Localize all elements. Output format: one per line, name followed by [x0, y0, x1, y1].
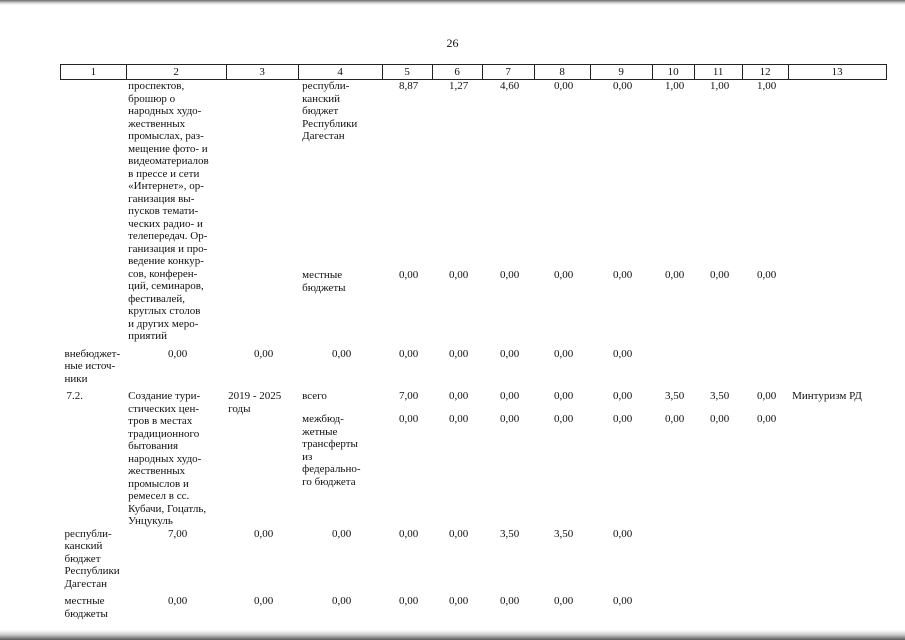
item-name-line: традиционного [128, 427, 200, 440]
funding-source-line: бюджет [302, 105, 339, 117]
row-spacer [61, 620, 887, 625]
amount-cell [694, 390, 742, 408]
amount-cell [590, 390, 652, 408]
table-body [61, 80, 887, 626]
funding-source-line: бюджеты [64, 607, 108, 620]
amount-value: 7,00 [168, 527, 188, 540]
amount-value: 1,00 [710, 80, 730, 92]
amount-cell [382, 269, 432, 342]
funding-source-cell [61, 348, 127, 386]
amount-value: 0,00 [757, 413, 777, 426]
amount-value: 0,00 [254, 595, 274, 607]
amount-cell [590, 80, 652, 265]
executor: Минтуризм РД [792, 390, 862, 402]
funding-source-line: республи- [302, 80, 350, 92]
amount-cell [382, 390, 432, 408]
item-name-cell [126, 80, 226, 343]
amount-cell [432, 528, 482, 591]
funding-source-cell [61, 595, 127, 620]
amount-cell [382, 413, 432, 522]
column-number-row [61, 65, 887, 80]
amount-value: 0,00 [399, 527, 419, 540]
amount-cell [482, 390, 534, 408]
funding-source-line: ные источ- [64, 360, 116, 372]
table-row [61, 390, 887, 408]
amount-cell [226, 595, 298, 620]
executor-cell [788, 413, 886, 522]
item-name-line: ремесел в сс. [128, 490, 190, 502]
column-number: 5 [382, 65, 432, 80]
amount-value: 3,50 [710, 390, 730, 402]
amount-value: 0,00 [757, 269, 777, 282]
funding-source-line: местные [64, 595, 105, 607]
executor-cell [652, 595, 694, 620]
funding-source-cell [298, 269, 382, 342]
amount-value: 0,00 [710, 413, 730, 426]
amount-value: 1,27 [449, 80, 469, 92]
amount-cell [482, 269, 534, 342]
executor-cell [788, 80, 886, 265]
amount-value: 0,00 [757, 390, 777, 402]
amount-value: 0,00 [399, 269, 419, 282]
amount-cell [126, 595, 226, 620]
item-name-line: ганизация и про- [128, 242, 208, 255]
period-line: годы [228, 402, 251, 415]
period-cell [226, 80, 298, 343]
amount-cell [534, 595, 590, 620]
amount-value: 0,00 [665, 413, 685, 426]
funding-source-line: внебюджет- [64, 347, 121, 360]
amount-cell [432, 413, 482, 522]
amount-value: 0,00 [500, 595, 520, 607]
funding-source-cell [298, 80, 382, 265]
item-name-line: видеоматериалов [128, 155, 209, 167]
item-name-line: жественных [128, 117, 186, 130]
item-name-line: жественных [128, 465, 186, 477]
item-name-line: в прессе и сети [128, 167, 200, 180]
amount-cell [534, 528, 590, 591]
item-index-cell [61, 390, 127, 528]
funding-source-line: канский [64, 540, 103, 552]
amount-cell [126, 528, 226, 591]
page-number: 26 [446, 36, 459, 50]
amount-value: 0,00 [399, 413, 419, 426]
amount-value: 0,00 [554, 413, 574, 426]
amount-value: 1,00 [665, 80, 685, 92]
amount-value: 0,00 [332, 595, 352, 607]
item-name-line: стических цен- [128, 402, 200, 415]
amount-cell [742, 413, 788, 522]
amount-value: 0,00 [449, 413, 469, 426]
amount-value: 0,00 [254, 527, 274, 540]
item-name-line: фестивалей, [128, 292, 186, 305]
period-line: 2019 - 2025 [228, 390, 282, 402]
funding-source-line: канский [302, 92, 341, 105]
item-name-line: бытования [128, 440, 179, 452]
item-name-line: народных худо- [128, 452, 202, 465]
amount-value: 0,00 [254, 347, 274, 360]
amount-value: 7,00 [399, 390, 419, 402]
amount-value: 0,00 [449, 390, 469, 402]
amount-value: 4,60 [500, 80, 520, 92]
amount-value: 0,00 [332, 347, 352, 360]
funding-source-cell [298, 413, 382, 522]
funding-source-line: Дагестан [302, 130, 345, 142]
column-number: 10 [652, 65, 694, 80]
amount-value: 0,00 [168, 347, 188, 360]
amount-cell [534, 269, 590, 342]
column-number: 7 [482, 65, 534, 80]
amount-cell [432, 348, 482, 386]
table-row [61, 80, 887, 265]
amount-value: 0,00 [665, 269, 685, 282]
amount-cell [482, 348, 534, 386]
amount-value: 0,00 [168, 595, 188, 607]
amount-value: 1,00 [757, 80, 777, 92]
item-name-line: приятий [128, 330, 168, 342]
amount-value: 0,00 [554, 595, 574, 607]
amount-cell [694, 413, 742, 522]
amount-cell [694, 269, 742, 342]
funding-source-line: бюджет [64, 552, 101, 565]
item-name-line: народных худо- [128, 105, 202, 117]
amount-value: 0,00 [613, 595, 633, 607]
funding-source-line: го бюджета [302, 475, 356, 488]
column-number: 4 [298, 65, 382, 80]
item-name-line: «Интернет», ор- [128, 180, 204, 192]
amount-cell [482, 413, 534, 522]
budget-table [60, 64, 887, 625]
amount-cell [590, 528, 652, 591]
funding-source-line: бюджеты [302, 281, 346, 294]
column-number: 1 [61, 65, 127, 80]
amount-cell [432, 390, 482, 408]
amount-cell [652, 413, 694, 522]
amount-cell [694, 80, 742, 265]
amount-value: 0,00 [500, 390, 520, 402]
amount-value: 0,00 [399, 595, 419, 607]
item-name-cell [126, 390, 226, 528]
amount-cell [652, 269, 694, 342]
column-number: 13 [788, 65, 886, 80]
amount-value: 3,50 [554, 527, 574, 540]
executor-cell [788, 390, 886, 408]
amount-cell [590, 269, 652, 342]
amount-cell [226, 348, 298, 386]
column-number: 3 [226, 65, 298, 80]
amount-value: 0,00 [554, 269, 574, 282]
amount-cell [382, 595, 432, 620]
funding-source-line: Дагестан [64, 577, 108, 590]
amount-value: 0,00 [554, 80, 574, 92]
item-name-line: Создание тури- [128, 390, 201, 402]
amount-cell [298, 348, 382, 386]
amount-value: 0,00 [710, 269, 730, 282]
funding-source-line: федерально- [302, 463, 361, 476]
funding-source-line: трансферты [302, 438, 358, 451]
amount-cell [590, 348, 652, 386]
amount-value: 0,00 [449, 595, 469, 607]
amount-cell [482, 528, 534, 591]
item-name-line: тров в местах [128, 415, 193, 427]
amount-cell [382, 80, 432, 265]
executor-cell [652, 348, 694, 386]
column-number: 8 [534, 65, 590, 80]
amount-value: 0,00 [449, 347, 469, 360]
item-name-line: промыслах, раз- [128, 130, 204, 142]
item-name-line: Кубачи, Гоцатль, [128, 502, 207, 515]
column-number: 2 [126, 65, 226, 80]
item-name-line: Унцукуль [128, 515, 173, 527]
amount-cell [226, 528, 298, 591]
amount-cell [742, 269, 788, 342]
amount-value: 0,00 [500, 413, 520, 426]
amount-value: 3,50 [665, 390, 685, 402]
item-name-line: промыслов и [128, 477, 189, 490]
funding-source-line: межбюд- [302, 413, 344, 426]
amount-cell [482, 595, 534, 620]
period-cell [226, 390, 298, 528]
amount-cell [590, 595, 652, 620]
funding-source-line: жетные [302, 425, 338, 438]
amount-value: 0,00 [500, 269, 520, 282]
funding-source-line: местные [302, 269, 343, 282]
item-name-line: проспектов, [128, 80, 185, 92]
funding-source-line: ники [64, 372, 88, 385]
amount-cell [298, 595, 382, 620]
funding-source-cell [61, 528, 127, 591]
item-name-line: сов, конферен- [128, 267, 198, 280]
scan-edge-bottom [0, 630, 905, 640]
item-name-line: телепередач. Ор- [128, 230, 208, 242]
amount-cell [742, 390, 788, 408]
amount-value: 0,00 [613, 413, 633, 426]
amount-value: 0,00 [399, 347, 419, 360]
amount-cell [432, 595, 482, 620]
amount-cell [432, 80, 482, 265]
amount-value: 0,00 [613, 390, 633, 402]
funding-source-line: республи- [64, 527, 112, 540]
amount-cell [298, 528, 382, 591]
amount-value: 0,00 [613, 80, 633, 92]
funding-source-cell [298, 390, 382, 408]
amount-value: 0,00 [554, 390, 574, 402]
amount-cell [482, 80, 534, 265]
item-index-cell [61, 80, 127, 343]
column-number: 12 [742, 65, 788, 80]
executor-cell [788, 269, 886, 342]
funding-source-line: Республики [64, 565, 120, 577]
amount-value: 0,00 [332, 527, 352, 540]
item-name-line: ведение конкур- [128, 255, 204, 267]
amount-cell [534, 80, 590, 265]
item-name-line: круглых столов [128, 305, 201, 317]
item-name-line: ганизация вы- [128, 192, 195, 205]
column-number: 9 [590, 65, 652, 80]
funding-source-line: Республики [302, 117, 358, 130]
amount-cell [652, 80, 694, 265]
amount-cell [652, 390, 694, 408]
funding-source-line: из [302, 450, 313, 463]
amount-cell [382, 528, 432, 591]
amount-value: 0,00 [613, 269, 633, 282]
amount-cell [534, 390, 590, 408]
funding-source-line: всего [302, 390, 327, 402]
amount-cell [126, 348, 226, 386]
item-name-line: пусков темати- [128, 205, 199, 217]
table-row [61, 595, 887, 620]
table-row [61, 348, 887, 386]
column-number: 11 [694, 65, 742, 80]
item-name-line: и других меро- [128, 317, 199, 330]
item-name-line: ций, семинаров, [128, 280, 204, 292]
amount-value: 0,00 [449, 269, 469, 282]
amount-cell [742, 80, 788, 265]
table-row [61, 528, 887, 591]
amount-value: 0,00 [500, 347, 520, 360]
amount-cell [534, 413, 590, 522]
amount-value: 0,00 [613, 347, 633, 360]
executor-cell [652, 528, 694, 591]
item-name-line: брошюр о [128, 92, 176, 105]
amount-value: 3,50 [500, 527, 520, 540]
amount-cell [534, 348, 590, 386]
item-name-line: ческих радио- и [128, 217, 203, 230]
item-name-line: мещение фото- и [128, 142, 208, 155]
item-index: 7.2. [66, 390, 83, 402]
amount-cell [432, 269, 482, 342]
scan-edge-top [0, 0, 905, 5]
amount-value: 0,00 [554, 347, 574, 360]
amount-value: 0,00 [613, 527, 633, 540]
column-number: 6 [432, 65, 482, 80]
amount-cell [382, 348, 432, 386]
amount-value: 0,00 [449, 527, 469, 540]
amount-value: 8,87 [399, 80, 419, 92]
amount-cell [590, 413, 652, 522]
